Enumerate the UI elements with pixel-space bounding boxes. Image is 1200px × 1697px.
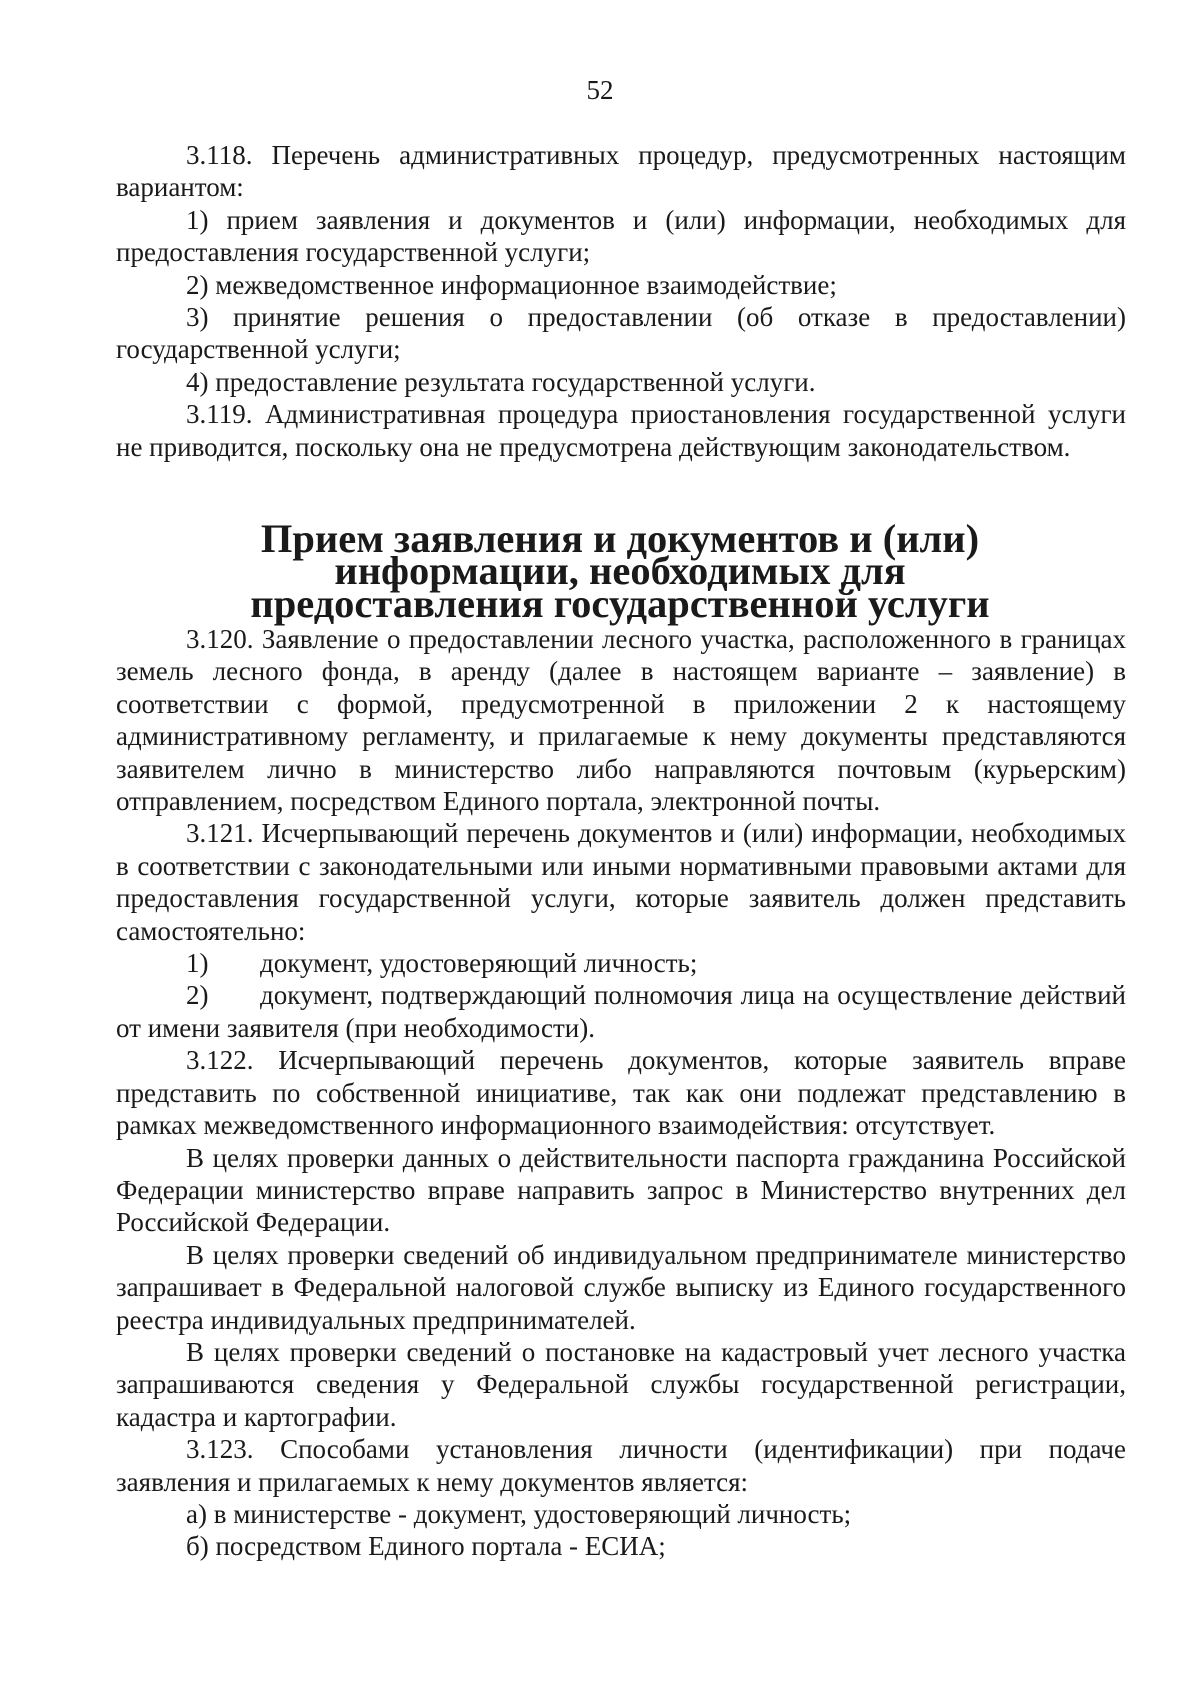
paragraph-3-118: 3.118. Перечень административных процедур, предусмотренных настоящим вариантом: bbox=[116, 140, 1126, 203]
paragraph-3-119: 3.119. Административная процедура приостановления государственной услуги не приводится, поскольку она не предусмотрена действующим законодательством. bbox=[116, 399, 1126, 462]
document-item-2 bbox=[116, 979, 1126, 1044]
item-text: документ, удостоверяющий личность; bbox=[260, 948, 698, 979]
list-item-1: 1) прием заявления и документов и (или) информации, необходимых для предоставления государственной услуги; bbox=[116, 204, 1126, 268]
item-text: документ, подтверждающий полномочия лица на осуществление действий от имени заявителя (при необходимости). bbox=[116, 980, 1126, 1043]
procedures-section bbox=[116, 139, 1126, 463]
paragraph-entrepreneur-check: В целях проверки сведений об индивидуальном предпринимателе министерство запрашивает в Федеральной налоговой службе выписку из Единого государственного реестра индивидуальных предпринимателей. bbox=[116, 1239, 1126, 1335]
page-number: 52 bbox=[586, 75, 614, 105]
document-item-1 bbox=[116, 947, 1126, 979]
list-item-2: 2) межведомственное информационное взаимодействие; bbox=[186, 269, 837, 300]
paragraph-passport-check: В целях проверки данных о действительности паспорта гражданина Российской Федерации министерство вправе направить запрос в Министерство внутренних дел Российской Федерации. bbox=[116, 1142, 1126, 1238]
paragraph-3-121: 3.121. Исчерпывающий перечень документов и (или) информации, необходимых в соответствии с законодательными или иными нормативными правовыми актами для предоставления государственной услуги, которые заявитель должен представить самостоятельно: bbox=[116, 818, 1126, 946]
list-item-3: 3) принятие решения о предоставлении (об отказе в предоставлении) государственной услуги; bbox=[116, 302, 1126, 365]
item-number: 2) bbox=[186, 980, 209, 1011]
application-section bbox=[116, 623, 1126, 1563]
section-heading bbox=[150, 516, 1090, 626]
paragraph-3-122: 3.122. Исчерпывающий перечень документов, которые заявитель вправе представить по собственной инициативе, так как они подлежат представлению в рамках межведомственного информационного взаимодействия: отсутствует. bbox=[116, 1045, 1126, 1141]
item-number: 1) bbox=[186, 948, 209, 979]
paragraph-3-123: 3.123. Способами установления личности (идентификации) при подаче заявления и прилагаемых к нему документов является: bbox=[116, 1434, 1126, 1497]
identification-item-b: б) посредством Единого портала - ЕСИА; bbox=[186, 1531, 666, 1562]
paragraph-cadastre-check: В целях проверки сведений о постановке на кадастровый учет лесного участка запрашиваются сведения у Федеральной службы государственной регистрации, кадастра и картографии. bbox=[116, 1336, 1126, 1432]
list-item-4: 4) предоставление результата государственной услуги. bbox=[186, 366, 816, 397]
paragraph-3-120: 3.120. Заявление о предоставлении лесного участка, расположенного в границах земель лесного фонда, в аренду (далее в настоящем варианте – заявление) в соответствии с формой, предусмотренной в приложении 2 к настоящему административному регламенту, и прилагаемые к нему документы представляются заявителем лично в министерство либо направляются почтовым (курьерским) отправлением, посредством Единого портала, электронной почты. bbox=[116, 624, 1126, 817]
heading-line-2: предоставления государственной услуги bbox=[250, 580, 990, 626]
heading-line-1: Прием заявления и документов и (или) информации, необходимых для bbox=[260, 516, 980, 594]
identification-item-a: а) в министерстве - документ, удостоверяющий личность; bbox=[186, 1498, 852, 1529]
